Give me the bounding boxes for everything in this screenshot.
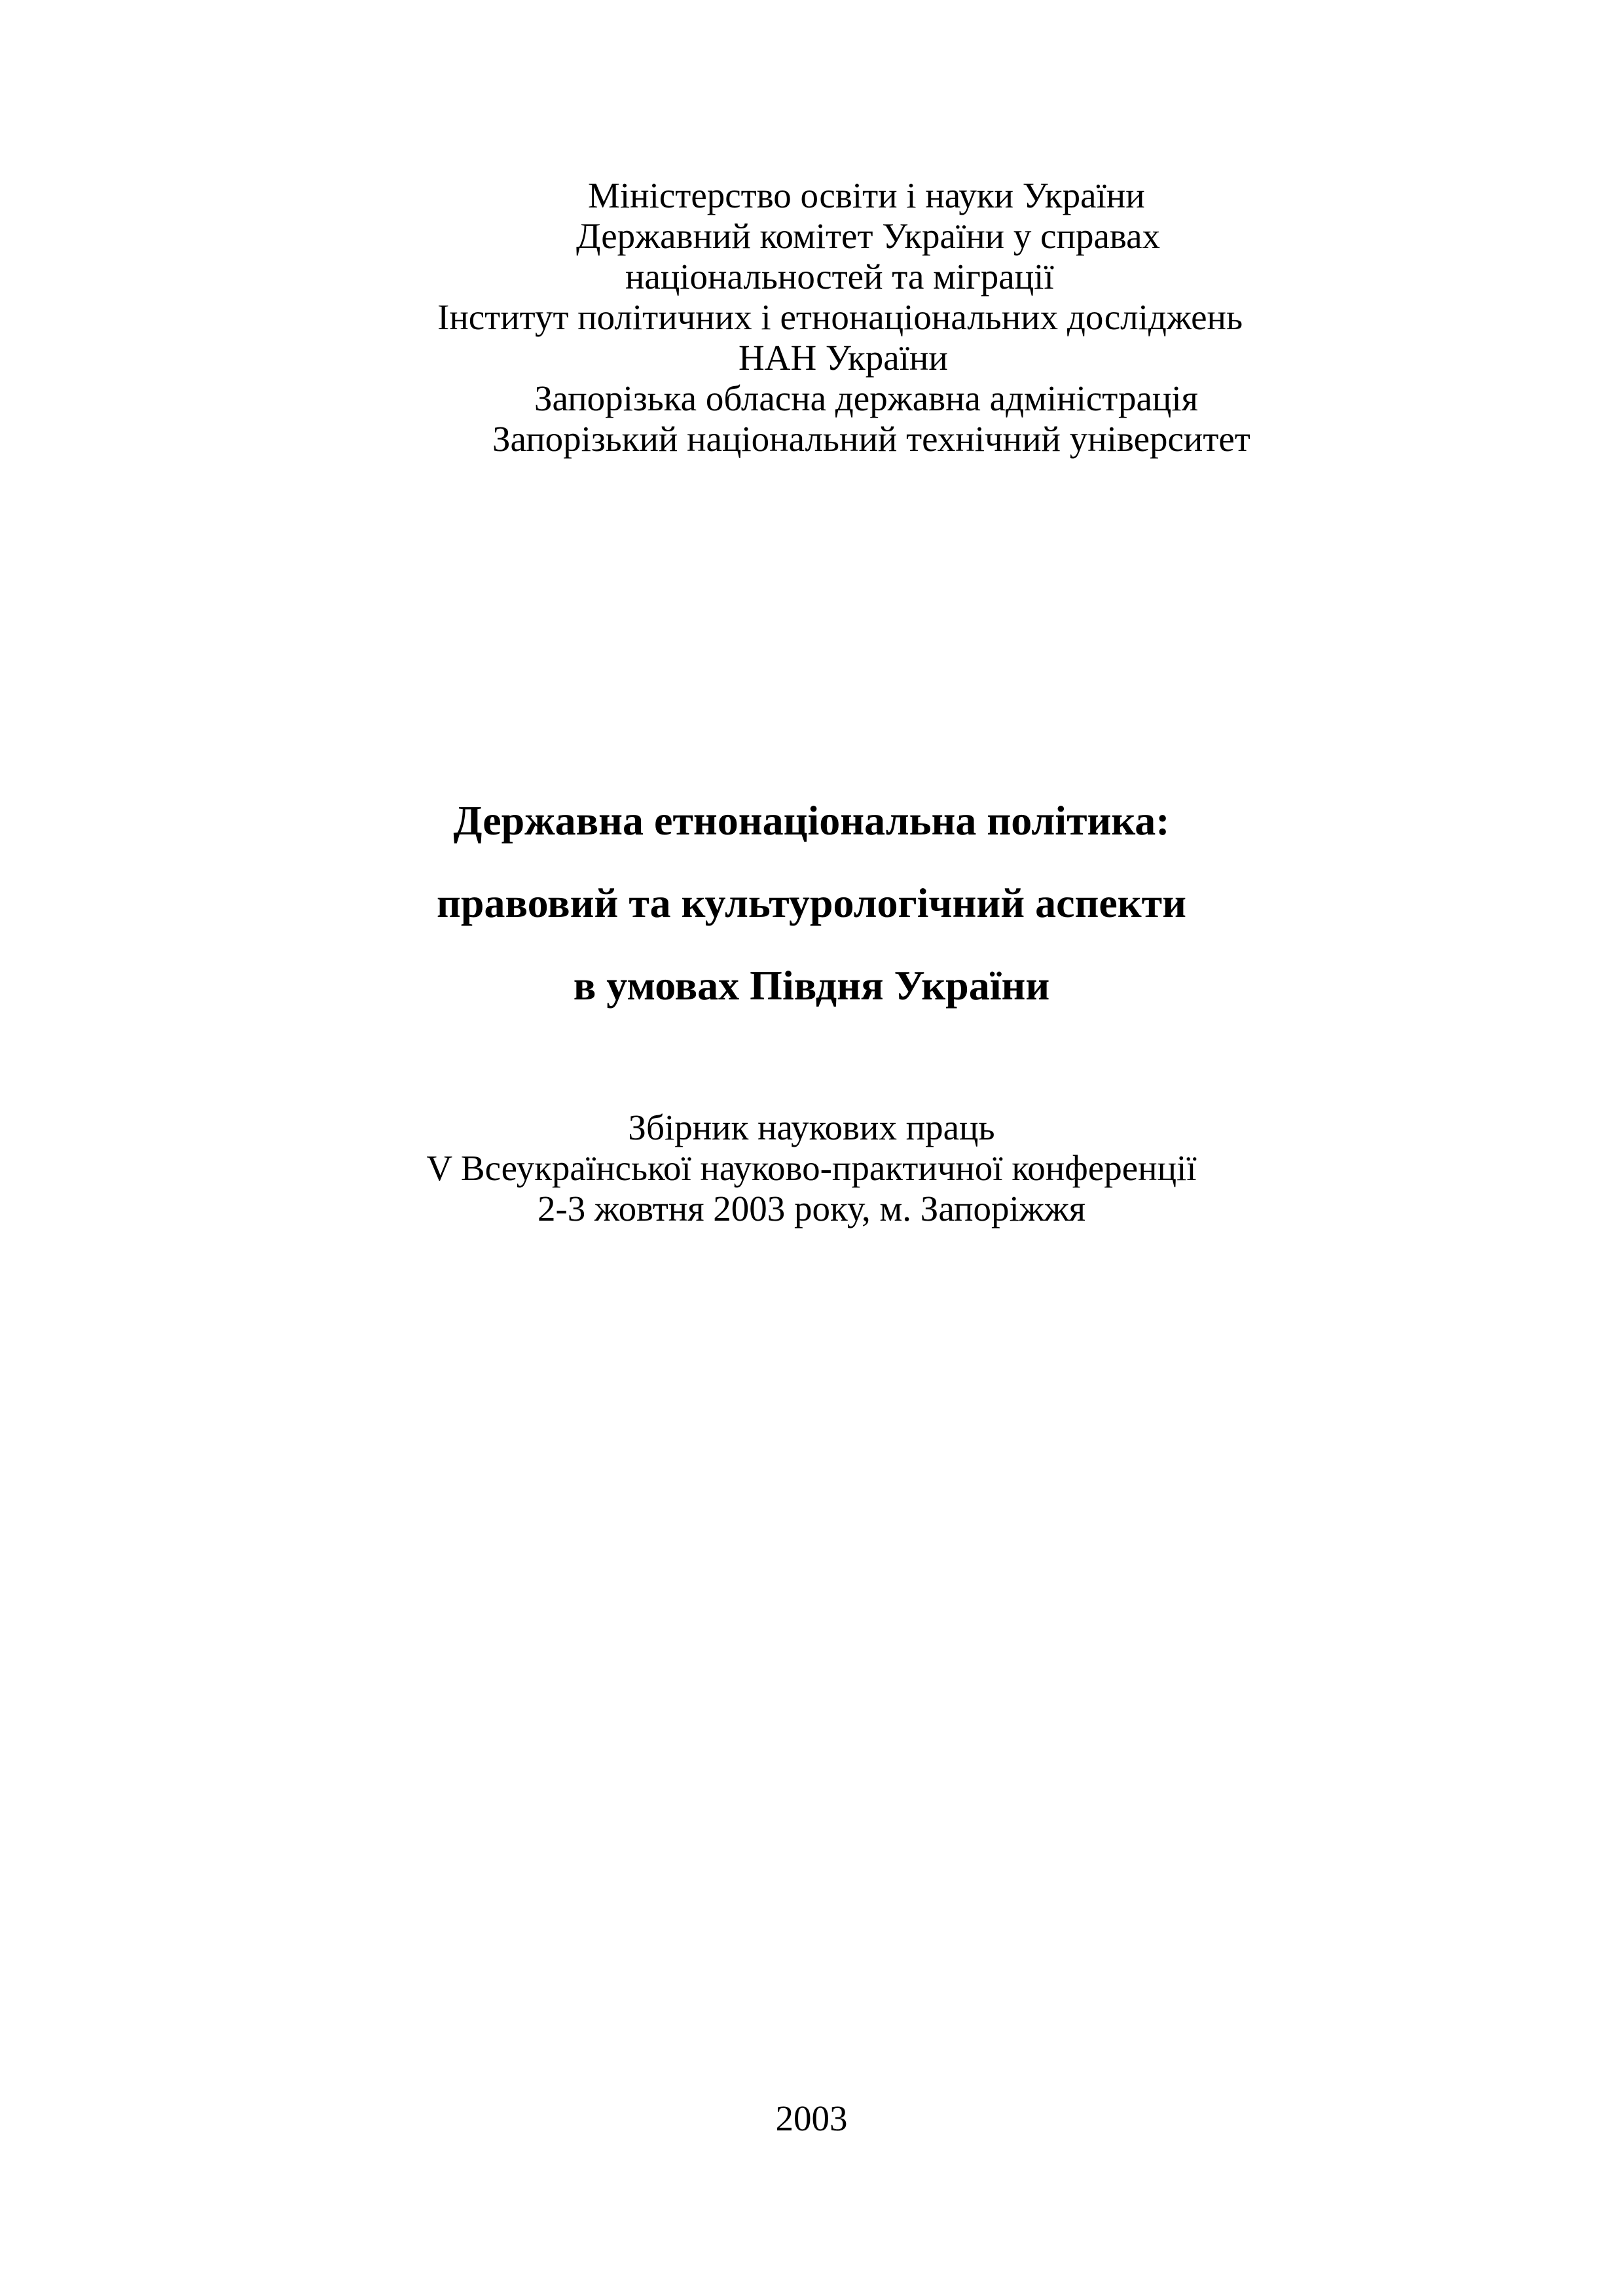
title-line-1: Державна етнонаціональна політика:	[453, 797, 1170, 844]
org-institute: Інститут політичних і етнонаціональних досліджень	[437, 297, 1243, 337]
org-institute-nas: НАН України	[739, 338, 948, 378]
subtitle-date-place: 2-3 жовтня 2003 року, м. Запоріжжя	[537, 1189, 1086, 1229]
org-regional-administration: Запорізька обласна державна адміністрація	[534, 378, 1198, 418]
title-line-2: правовий та культурологічний аспекти	[437, 880, 1186, 926]
publication-year: 2003	[775, 2098, 848, 2138]
org-committee: Державний комітет України у справах	[576, 216, 1161, 256]
org-committee-cont: національностей та міграції	[625, 257, 1054, 296]
title-line-3: в умовах Півдня України	[573, 962, 1050, 1009]
subtitle-conference: V Всеукраїнської науково-практичної конференції	[426, 1148, 1197, 1188]
org-ministry: Міністерство освіти і науки України	[588, 175, 1145, 215]
org-university: Запорізький національний технічний університет	[492, 419, 1250, 459]
subtitle-collection: Збірник наукових праць	[628, 1107, 995, 1147]
